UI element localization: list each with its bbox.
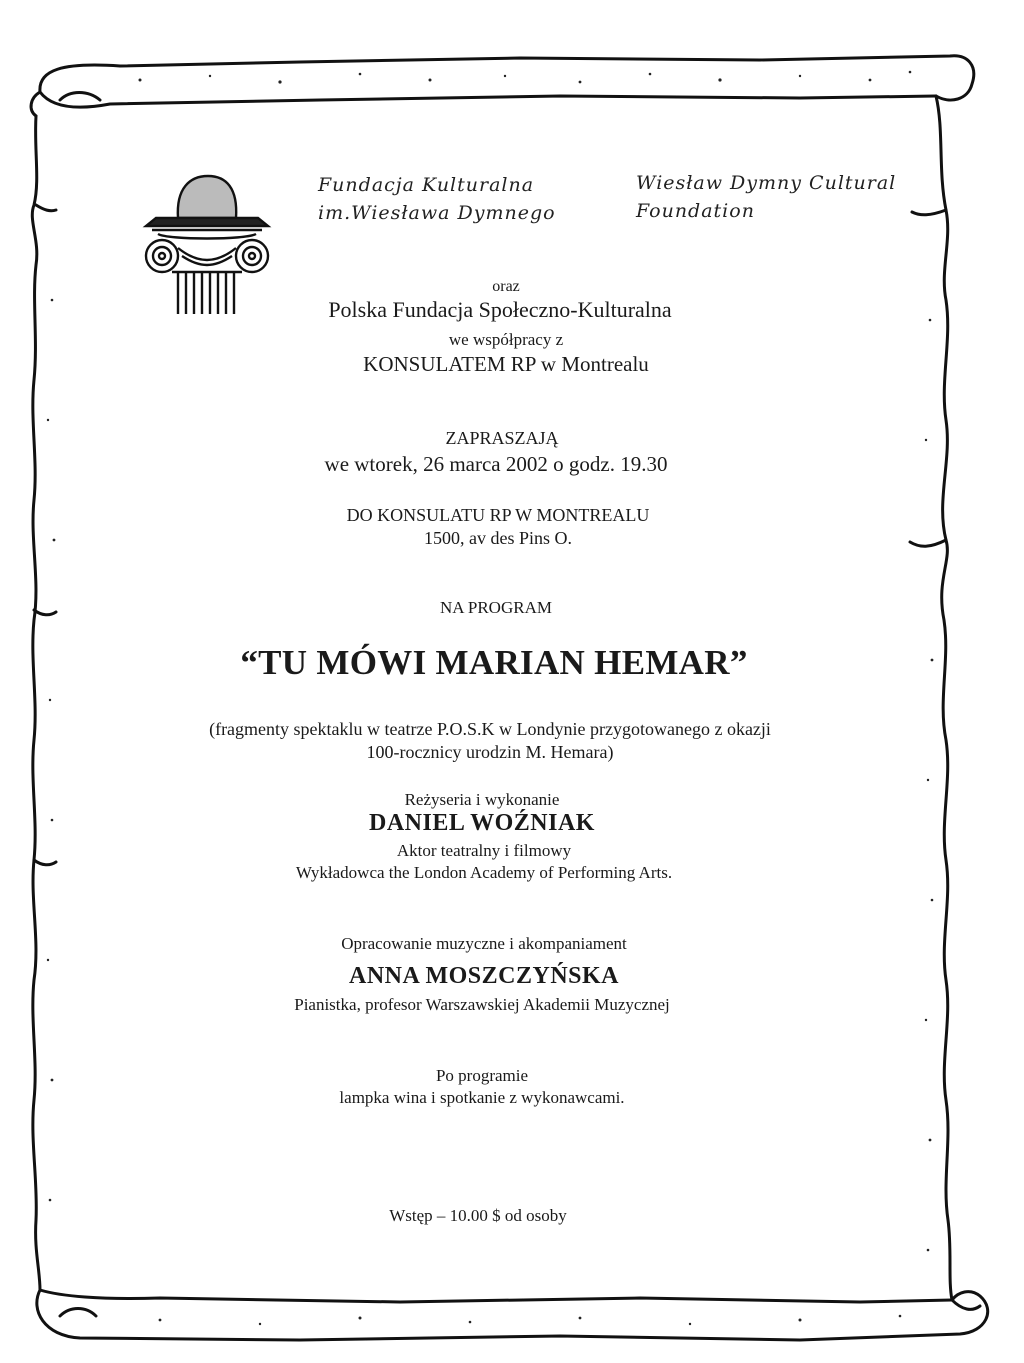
music-artist-description: Pianistka, profesor Warszawskiej Akademii Muzycznej	[294, 995, 670, 1014]
program-title: “TU MÓWI MARIAN HEMAR”	[240, 643, 748, 682]
program-description-line2: 100-rocznicy urodzin M. Hemara)	[366, 742, 614, 762]
program-description-line1: (fragmenty spektaklu w teatrze P.O.S.K w Londynie przygotowanego z okazji	[209, 719, 771, 739]
program-intro: NA PROGRAM	[440, 598, 552, 617]
after-program-line2: lampka wina i spotkanie z wykonawcami.	[339, 1088, 625, 1107]
foundation-name-polish-line2: im.Wiesława Dymnego	[318, 202, 556, 224]
director-description-line2: Wykładowca the London Academy of Performing Arts.	[295, 863, 673, 882]
cooperation-text: we współpracy z	[448, 330, 564, 349]
director-role: Reżyseria i wykonanie	[404, 790, 560, 809]
entry-fee: Wstęp – 10.00 $ od osoby	[389, 1206, 567, 1225]
event-date: we wtorek, 26 marca 2002 o godz. 19.30	[324, 452, 668, 476]
foundation-name-english-line1: Wiesław Dymny Cultural	[636, 172, 897, 194]
co-organizer-name: Polska Fundacja Społeczno-Kulturalna	[328, 297, 672, 322]
venue-text: DO KONSULATU RP W MONTREALU	[346, 505, 650, 525]
consulate-text: KONSULATEM RP w Montrealu	[363, 352, 649, 376]
music-artist-name: ANNA MOSZCZYŃSKA	[348, 963, 620, 989]
director-description-line1: Aktor teatralny i filmowy	[396, 841, 572, 860]
director-name: DANIEL WOŹNIAK	[369, 810, 595, 836]
venue-address: 1500, av des Pins O.	[424, 528, 572, 548]
oraz-text: oraz	[492, 278, 520, 295]
after-program-line1: Po programie	[435, 1066, 529, 1085]
foundation-name-polish-line1: Fundacja Kulturalna	[318, 174, 535, 196]
invite-heading: ZAPRASZAJĄ	[445, 428, 559, 448]
foundation-name-english-line2: Foundation	[636, 200, 755, 222]
music-role: Opracowanie muzyczne i akompaniament	[341, 934, 627, 953]
